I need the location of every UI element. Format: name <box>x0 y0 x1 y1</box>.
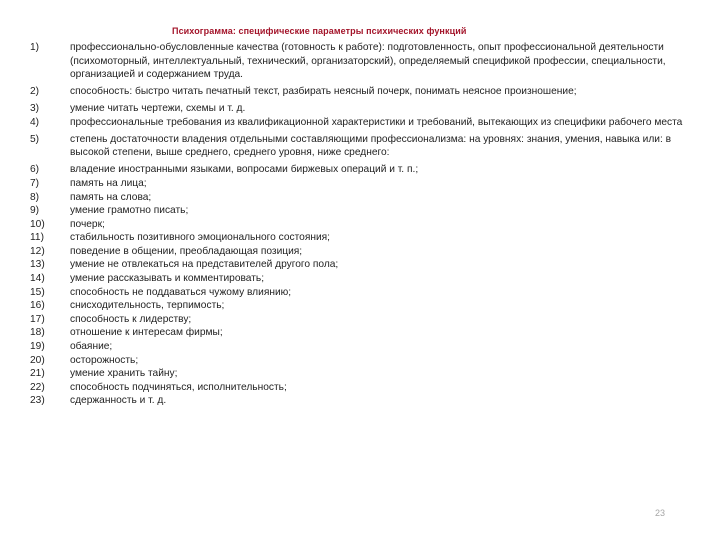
list-item-number: 12) <box>30 245 45 257</box>
list-item <box>0 367 720 381</box>
list-item-number: 23) <box>30 395 45 407</box>
list-item <box>0 299 720 313</box>
list-item-text: умение грамотно писать; <box>70 205 189 217</box>
list-item-text: стабильность позитивного эмоционального состояния; <box>70 232 331 244</box>
list-item-text: обаяние; <box>70 341 113 353</box>
list-item-text: отношение к интересам фирмы; <box>70 327 223 339</box>
list-item <box>0 191 720 205</box>
list-item <box>0 286 720 300</box>
list-item <box>0 218 720 232</box>
list-item-text: способность подчиняться, исполнительность; <box>70 381 287 393</box>
list-item-number: 7) <box>30 177 40 189</box>
list-item-text: снисходительность, терпимость; <box>70 300 225 312</box>
list-item-number: 5) <box>30 133 40 145</box>
list-item-number: 10) <box>30 218 45 230</box>
list-item <box>0 245 720 259</box>
list-item-number: 8) <box>30 191 40 203</box>
list-item-text: умение читать чертежи, схемы и т. д. <box>70 103 246 115</box>
list-item-number: 6) <box>30 164 40 176</box>
list-item <box>0 258 720 272</box>
list-item-number: 21) <box>30 368 45 380</box>
list-item-text: почерк; <box>70 218 105 230</box>
list-item-number: 2) <box>30 86 40 98</box>
list-item <box>0 41 720 82</box>
list-item-number: 14) <box>30 273 45 285</box>
list-item-text: умение хранить тайну; <box>70 368 178 380</box>
list-item-text: поведение в общении, преобладающая позиция; <box>70 245 303 257</box>
list-item <box>0 133 720 160</box>
list-item <box>0 313 720 327</box>
list-item-text: профессиональные требования из квалификационной характеристики и требований, вытекающих из специфики рабочего места <box>70 116 683 128</box>
list-item-number: 19) <box>30 341 45 353</box>
list-item-number: 18) <box>30 327 45 339</box>
list-item-number: 4) <box>30 116 40 128</box>
list-item-number: 3) <box>30 103 40 115</box>
list-item <box>0 116 720 130</box>
page-number: 23 <box>655 508 666 518</box>
list-item <box>0 272 720 286</box>
list-item-text: способность к лидерству; <box>70 313 192 325</box>
slide-title: Психограмма: специфические параметры психических функций <box>172 26 467 36</box>
list-item-text: память на лица; <box>70 177 147 189</box>
list-item <box>0 326 720 340</box>
list-item <box>0 163 720 177</box>
list-item-number: 11) <box>30 232 44 244</box>
list-item <box>0 381 720 395</box>
list-item-text: осторожность; <box>70 354 139 366</box>
list-item-text: умение не отвлекаться на представителей другого пола; <box>70 259 339 271</box>
list-item-text: память на слова; <box>70 191 152 203</box>
list-item-text: профессионально-обусловленные качества (готовность к работе): подготовленность, опыт профессиональной деятельности (психомоторный, интеллектуальный, технический, организаторский), определяемый спецификой профессии, специальности, организацией и содержанием труда. <box>70 42 666 81</box>
list-item-number: 16) <box>30 300 45 312</box>
numbered-list <box>0 41 720 408</box>
list-item-text: владение иностранными языками, вопросами биржевых операций и т. п.; <box>70 164 419 176</box>
list-item <box>0 354 720 368</box>
list-item <box>0 177 720 191</box>
list-item-number: 1) <box>30 42 40 53</box>
list-item-number: 15) <box>30 286 45 298</box>
list-item <box>0 85 720 99</box>
list-item-number: 20) <box>30 354 45 366</box>
list-item-number: 22) <box>30 381 45 393</box>
list-item <box>0 340 720 354</box>
list-item-number: 9) <box>30 205 40 217</box>
list-item <box>0 231 720 245</box>
list-item <box>0 102 720 116</box>
list-item <box>0 394 720 408</box>
list-item <box>0 204 720 218</box>
list-item-text: сдержанность и т. д. <box>70 395 167 407</box>
list-item-text: умение рассказывать и комментировать; <box>70 273 265 285</box>
list-item-number: 13) <box>30 259 45 271</box>
list-item-text: степень достаточности владения отдельными составляющими профессионализма: на уровнях: знания, умения, навыка или: в высокой степени, выше среднего, среднего уровня, ниже среднего: <box>70 133 672 159</box>
list-item-text: способность не поддаваться чужому влиянию; <box>70 286 292 298</box>
list-item-text: способность: быстро читать печатный текст, разбирать неясный почерк, понимать неясное произношение; <box>70 86 577 98</box>
list-item-number: 17) <box>30 313 45 325</box>
